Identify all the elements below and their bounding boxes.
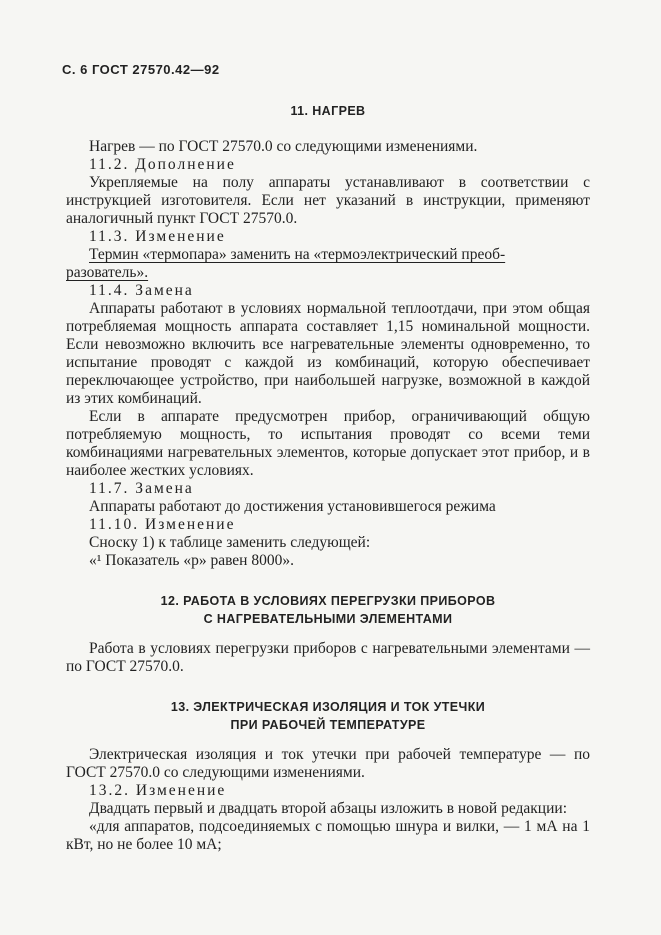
clause-13-2-heading: 13.2. Изменение [89, 782, 227, 799]
clause-11-3-heading: 11.3. Изменение [89, 228, 226, 245]
section-11-title: 11. НАГРЕВ [290, 104, 366, 118]
clause-11-4-text-2: Если в аппарате предусмотрен прибор, ограничивающий общую потребляемую мощность, то испытания проводят со всеми теми комбинациями нагревательных элементов, которые допускает этот прибор, и в наиболее жестких условиях. [66, 408, 590, 479]
clause-11-10-text: Сноску 1) к таблице заменить следующей: [89, 534, 371, 551]
section-12-text: Работа в условиях перегрузки приборов с нагревательными элементами — по ГОСТ 27570.0. [66, 640, 590, 675]
section-12-title-line-1: 12. РАБОТА В УСЛОВИЯХ ПЕРЕГРУЗКИ ПРИБОРОВ [160, 594, 496, 608]
clause-11-7-text: Аппараты работают до достижения установившегося режима [89, 498, 496, 515]
clause-13-2-text: Двадцать первый и двадцать второй абзацы изложить в новой редакции: [89, 800, 567, 817]
clause-11-2-text: Укрепляемые на полу аппараты устанавливают в соответствии с инструкцией изготовителя. Если нет указаний в инструкции, применяют аналогичный пункт ГОСТ 27570.0. [66, 174, 590, 227]
clause-11-3-text [66, 246, 590, 282]
clause-11-10-heading: 11.10. Изменение [89, 516, 236, 533]
clause-11-2-heading: 11.2. Дополнение [89, 156, 236, 173]
clause-11-7-heading: 11.7. Замена [89, 480, 194, 497]
section-13-intro: Электрическая изоляция и ток утечки при рабочей температуре — по ГОСТ 27570.0 со следующими изменениями. [66, 746, 590, 781]
clause-11-3-line-1: Термин «термопара» заменить на «термоэлектрический преоб- [89, 246, 506, 263]
clause-11-3-line-2: разователь». [66, 264, 149, 281]
clause-11-4-heading: 11.4. Замена [89, 282, 194, 299]
clause-13-2-quote: «для аппаратов, подсоединяемых с помощью шнура и вилки, — 1 мА на 1 кВт, но не более 10 мА; [66, 818, 590, 853]
section-13-title-line-2: ПРИ РАБОЧЕЙ ТЕМПЕРАТУРЕ [230, 718, 426, 732]
clause-11-10-footnote: «¹ Показатель «р» равен 8000». [89, 552, 294, 569]
section-13-title-line-1: 13. ЭЛЕКТРИЧЕСКАЯ ИЗОЛЯЦИЯ И ТОК УТЕЧКИ [170, 700, 486, 714]
clause-11-4-text: Аппараты работают в условиях нормальной теплоотдачи, при этом общая потребляемая мощность аппарата составляет 1,15 номинальной мощности. Если невозможно включить все нагревательные элементы одновременно, то испытание проводят с каждой из комбинаций, которую обеспечивает переключающее устройство, при наибольшей нагрузке, возможной в каждой из этих комбинаций. [66, 300, 590, 407]
section-11-intro: Нагрев — по ГОСТ 27570.0 со следующими изменениями. [89, 138, 478, 155]
running-head: С. 6 ГОСТ 27570.42—92 [62, 62, 220, 77]
body-text [66, 102, 590, 854]
section-12-title-line-2: С НАГРЕВАТЕЛЬНЫМИ ЭЛЕМЕНТАМИ [203, 612, 453, 626]
